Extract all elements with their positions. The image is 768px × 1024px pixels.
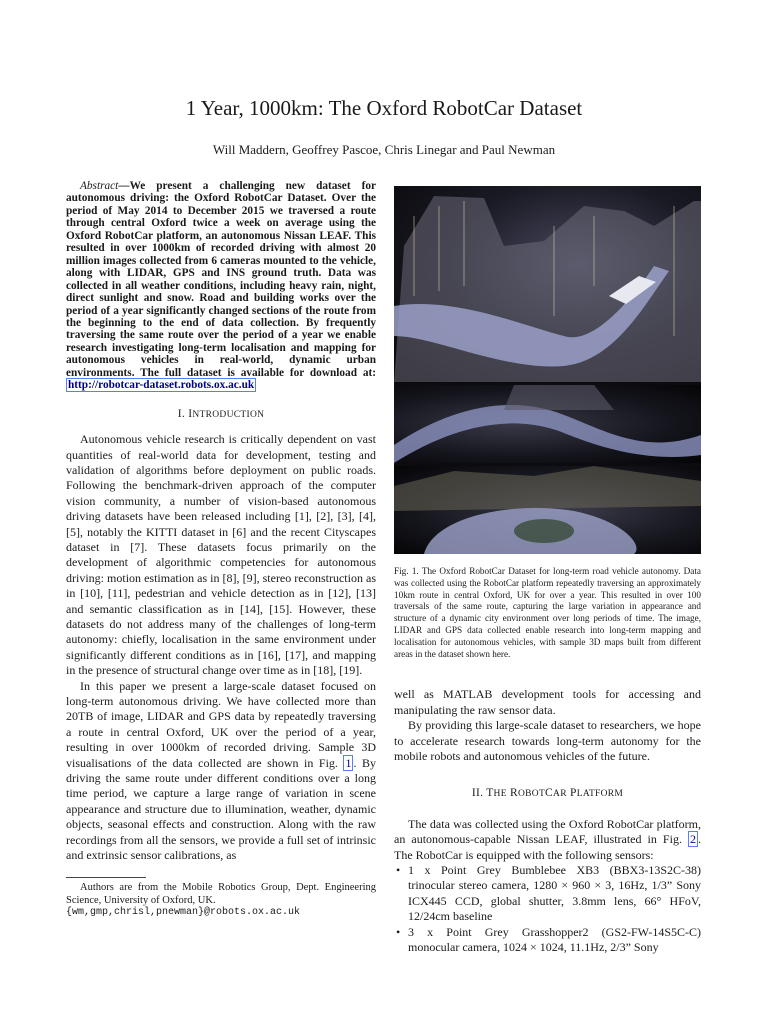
footnote-rule <box>66 877 146 878</box>
figure-panel-top <box>394 186 701 382</box>
figure-ref-link[interactable]: 2 <box>690 832 696 847</box>
footnote-emails: {wm,gmp,chrisl,pnewman}@robots.ox.ac.uk <box>66 907 301 919</box>
intro-paragraph-2: In this paper we present a large-scale dataset focused on long-term autonomous driving. We have collected more than 20TB of image, LIDAR and GPS data by repeatedly traversing a route in central Oxford, UK over the period of a year, resulting in over 1000km of recorded driving. Sample 3D visualisations of the data collected are shown in Fig. 1 . By driving the same route under different conditions over a long time period, we capture a large range of variation in scene appearance and structure due to illumination, weather, dynamic objects, seasonal effects and construction. Along with the raw recordings from all the sensors, we provide a full set of intrinsic and extrinsic sensor calibrations, as <box>66 678 377 863</box>
section-heading-introduction: I. INTRODUCTION <box>177 407 265 420</box>
abstract <box>66 180 376 392</box>
abstract-label: Abstract <box>80 180 119 192</box>
platform-paragraph-1: The data was collected using the Oxford RobotCar platform, an autonomous-capable Nissan LEAF, illustrated in Fig. 2 . The RobotCar is equipped with the following sensors: <box>394 816 701 862</box>
point-cloud-road-graphic <box>394 385 701 463</box>
section-heading-platform: II. THE ROBOTCAR PLATFORM <box>471 787 624 800</box>
section-number: II. <box>471 787 484 800</box>
figure-1-image <box>394 186 701 554</box>
dataset-link[interactable]: http://robotcar-dataset.robots.ox.ac.uk <box>68 379 255 392</box>
sensor-list <box>394 863 701 955</box>
section-number: I. <box>177 407 186 420</box>
intro-paragraph-3: well as MATLAB development tools for accessing and manipulating the raw sensor data. <box>394 687 701 717</box>
footnote <box>66 877 376 919</box>
figure-panel-middle <box>394 385 701 463</box>
intro-paragraph-4: By providing this large-scale dataset to researchers, we hope to accelerate research towards long-term autonomy for the mobile robots and autonomous vehicles of the future. <box>394 718 701 763</box>
point-cloud-street-graphic <box>394 186 701 382</box>
abstract-text: We present a challenging new dataset for autonomous driving: the Oxford RobotCar Dataset. Over the period of May 2014 to December 2015 we traversed a route through central Oxford twice a week on average using the Oxford RobotCar platform, an autonomous Nissan LEAF. This resulted in over 1000km of recorded driving with almost 20 million images collected from 6 cameras mounted to the vehicle, along with LIDAR, GPS and INS ground truth. Data was collected in all weather conditions, including heavy rain, night, direct sunlight and snow. Road and building works over the period of a year significantly changed sections of the route from the beginning to the end of data collection. By frequently traversing the same route over the period of a year we enable research investigating long-term localisation and mapping for autonomous vehicles in real-world, dynamic urban environments. The full dataset is available for download at: <box>66 180 376 379</box>
figure-ref-link[interactable]: 1 <box>345 755 352 770</box>
figure-panel-bottom <box>394 466 701 554</box>
point-cloud-junction-graphic <box>394 466 701 554</box>
list-item: • 1 x Point Grey Bumblebee XB3 (BBX3-13S2C-38) trinocular stereo camera, 1280 × 960 × 3, 16Hz, 1/3” Sony ICX445 CCD, global shutter, 3.8mm lens, 66° HFoV, 12/24cm baseline <box>408 863 701 925</box>
right-column <box>394 186 701 955</box>
left-column <box>66 180 376 920</box>
figure-1-caption: Fig. 1. The Oxford RobotCar Dataset for long-term road vehicle autonomy. Data was collected using the RobotCar platform repeatedly traversing an approximately 10km route in central Oxford, UK for over a year. This resulted in over 100 traversals of the same route, capturing the large variation in appearance and structure of a dynamic city environment over long periods of time. The image, LIDAR and GPS data collected enable research into long-term mapping and localisation for autonomous vehicles, with sample 3D maps built from different areas in the dataset shown here. <box>394 566 701 659</box>
abstract-dash: — <box>118 180 130 192</box>
author-list: Will Maddern, Geoffrey Pascoe, Chris Linegar and Paul Newman <box>212 142 556 157</box>
footnote-text: Authors are from the Mobile Robotics Group, Dept. Engineering Science, University of Oxford, UK. <box>66 882 376 906</box>
paper-title: 1 Year, 1000km: The Oxford RobotCar Dataset <box>185 96 583 120</box>
list-item: • 3 x Point Grey Grasshopper2 (GS2-FW-14S5C-C) monocular camera, 1024 × 1024, 11.1Hz, 2/3” Sony <box>408 925 701 956</box>
intro-paragraph-1: Autonomous vehicle research is critically dependent on vast quantities of real-world data for development, testing and validation of algorithms before deployment on public roads. Following the benchmark-driven approach of the computer vision community, a number of vision-based autonomous driving datasets have been released including [1], [2], [3], [4], [5], notably the KITTI dataset in [6] and the recent Cityscapes dataset in [7]. These datasets focus primarily on the development of algorithmic competencies for autonomous driving: motion estimation as in [8], [9], stereo reconstruction as in [10], [11], pedestrian and vehicle detection as in [12], [13] and semantic classification as in [14], [15]. However, these datasets do not address many of the challenges of long-term autonomy: chiefly, localisation in the same environment under significantly different conditions as in [16], [17], and mapping in the presence of structural change over time as in [18], [19]. <box>66 432 376 678</box>
